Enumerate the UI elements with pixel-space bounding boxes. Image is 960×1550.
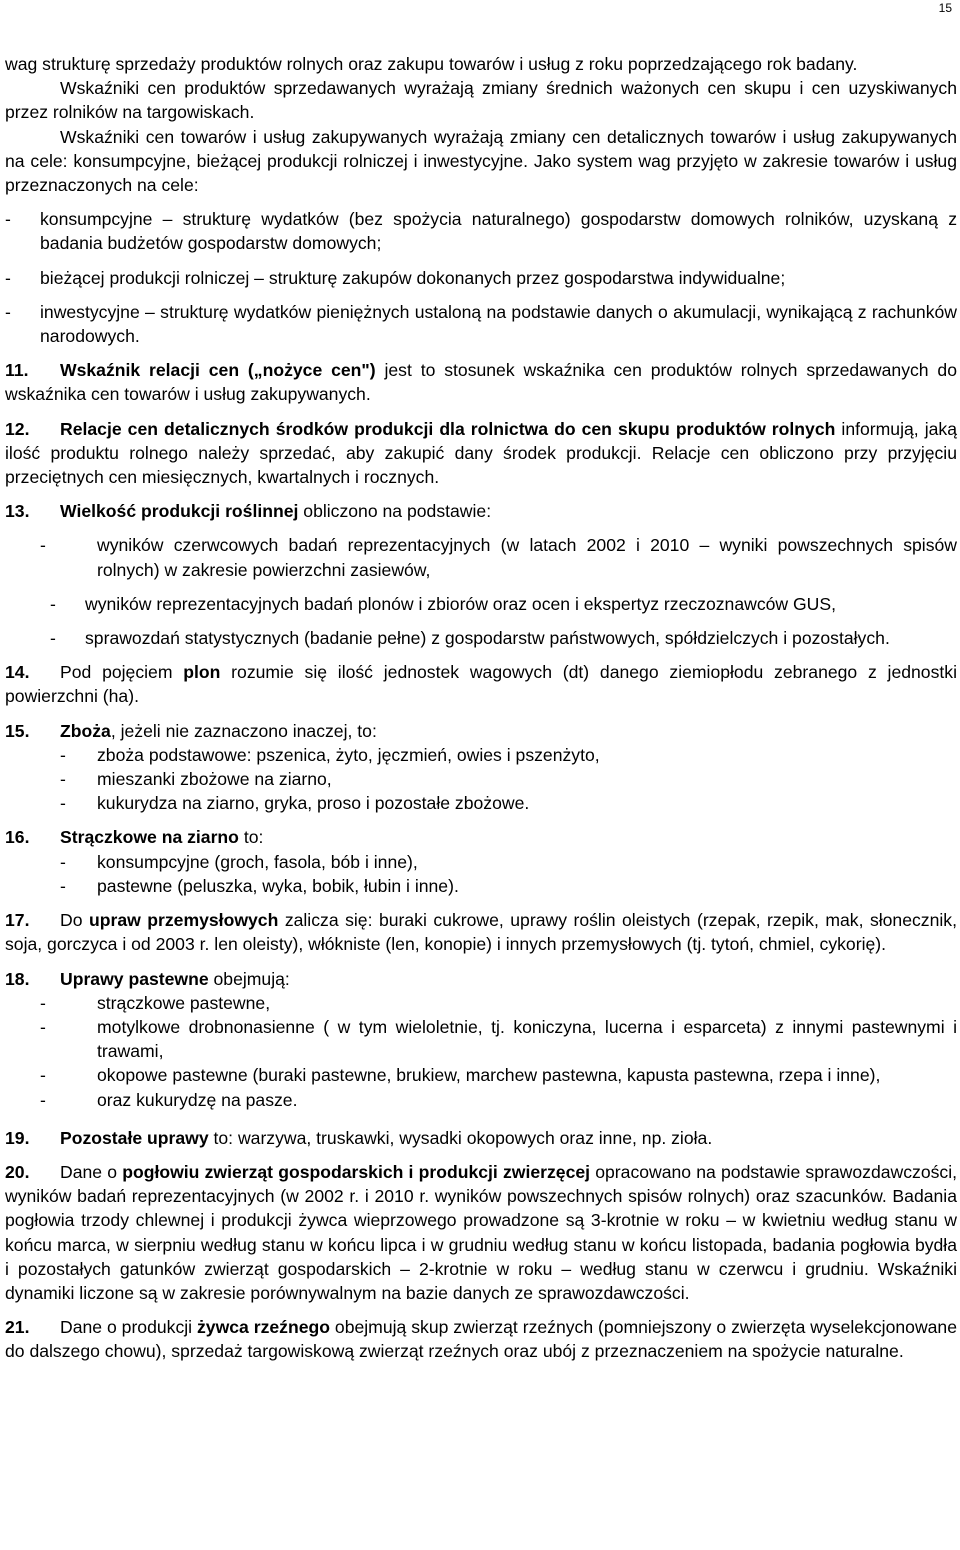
list-item: - bieżącej produkcji rolniczej – strukturę zakupów dokonanych przez gospodarstwa indywidualne; bbox=[5, 267, 786, 288]
section-11: 11. Wskaźnik relacji cen („nożyce cen") jest to stosunek wskaźnika cen produktów rolnych sprzedawanych do wskaźnika cen towarów i usług zakupywanych. bbox=[5, 360, 957, 405]
section-20: 20. Dane o pogłowiu zwierząt gospodarskich i produkcji zwierzęcej opracowano na podstawie sprawozdawczości, wyników badań reprezentacyjnych (w 2002 r. i 2010 r. wyników powszechnych spisów rolnych) oraz szacunków. Badania pogłowia trzody chlewnej i produkcji żywca wieprzowego prowadzone są 3-krotnie w roku – w kwietniu według stanu w końcu marca, w sierpniu według stanu w końcu lipca i w grudniu według stanu w końcu listopada, badania pogłowia bydła i pozostałych gatunków zwierząt gospodarskich – 2-krotnie w roku – według stanu w czerwcu i grudniu. Wskaźniki dynamiki liczone są w zakresie porównywalnym na bazie danych ze sprawozdawczości. bbox=[5, 1161, 957, 1303]
list-item: - inwestycyjne – strukturę wydatków pieniężnych ustaloną na podstawie danych o akumulacji, wynikającą z rachunków narodowych. bbox=[5, 301, 957, 347]
section-19: 19. Pozostałe uprawy to: warzywa, truskawki, wysadki okopowych oraz inne, np. zioła. bbox=[5, 1127, 713, 1148]
list-item: - oraz kukurydzę na pasze. bbox=[40, 1089, 298, 1110]
page-number: 15 bbox=[938, 1, 952, 15]
list-item: - sprawozdań statystycznych (badanie pełne) z gospodarstw państwowych, spółdzielczych i pozostałych. bbox=[50, 628, 890, 649]
list-item: - motylkowe drobnonasienne ( w tym wieloletnie, tj. koniczyna, lucerna i esparceta) z innymi pastewnymi i trawami, bbox=[40, 1016, 957, 1062]
list-item: - mieszanki zbożowe na ziarno, bbox=[60, 769, 332, 790]
section-15: 15. Zboża, jeżeli nie zaznaczono inaczej, to: bbox=[5, 720, 377, 741]
document-body bbox=[5, 52, 957, 1364]
paragraph-intro-1: wag strukturę sprzedaży produktów rolnych oraz zakupu towarów i usług z roku poprzedzającego rok badany. bbox=[5, 54, 858, 74]
paragraph-intro-2: Wskaźniki cen produktów sprzedawanych wyrażają zmiany średnich ważonych cen skupu i cen uzyskiwanych przez rolników na targowiskach. bbox=[5, 78, 957, 123]
section-14: 14. Pod pojęciem plon rozumie się ilość jednostek wagowych (dt) danego ziemiopłodu zebranego z jednostki powierzchni (ha). bbox=[5, 662, 957, 707]
section-16: 16. Strączkowe na ziarno to: bbox=[5, 827, 264, 848]
list-item: - strączkowe pastewne, bbox=[40, 992, 271, 1013]
section-17: 17. Do upraw przemysłowych zalicza się: buraki cukrowe, uprawy roślin oleistych (rzepak, rzepik, mak, słonecznik, soja, gorczyca i od 2003 r. len oleisty), włókniste (len, konopie) i innych przemysłowych (tj. tytoń, chmiel, cykorię). bbox=[5, 910, 957, 955]
list-item: - wyników reprezentacyjnych badań plonów i zbiorów oraz ocen i ekspertyz rzeczoznawców GUS, bbox=[50, 593, 837, 614]
paragraph-intro-3: Wskaźniki cen towarów i usług zakupywanych wyrażają zmiany cen detalicznych towarów i usług zakupywanych na cele: konsumpcyjne, bieżącej produkcji rolniczej i inwestycyjne. Jako system wag przyjęto w zakresie towarów i usług przeznaczonych na cele: bbox=[5, 126, 957, 196]
list-item: - kukurydza na ziarno, gryka, proso i pozostałe zbożowe. bbox=[60, 793, 530, 814]
list-item: - konsumpcyjne (groch, fasola, bób i inne), bbox=[60, 851, 418, 872]
list-item: - pastewne (peluszka, wyka, bobik, łubin i inne). bbox=[60, 875, 459, 896]
section-18: 18. Uprawy pastewne obejmują: bbox=[5, 968, 290, 989]
list-item: - konsumpcyjne – strukturę wydatków (bez spożycia naturalnego) gospodarstw domowych rolników, uzyskaną z badania budżetów gospodarstw domowych; bbox=[5, 209, 957, 254]
list-item: - wyników czerwcowych badań reprezentacyjnych (w latach 2002 i 2010 – wyniki powszechnych spisów rolnych) w zakresie powierzchni zasiewów, bbox=[40, 535, 957, 580]
list-item: - zboża podstawowe: pszenica, żyto, jęczmień, owies i pszenżyto, bbox=[60, 744, 600, 765]
list-item: - okopowe pastewne (buraki pastewne, brukiew, marchew pastewna, kapusta pastewna, rzepa i inne), bbox=[40, 1065, 881, 1086]
section-21: 21. Dane o produkcji żywca rzeźnego obejmują skup zwierząt rzeźnych (pomniejszony o zwierzęta wyselekcjonowane do dalszego chowu), sprzedaż targowiskową zwierząt rzeźnych oraz ubój z przeznaczeniem na spożycie naturalne. bbox=[5, 1317, 957, 1362]
section-12: 12. Relacje cen detalicznych środków produkcji dla rolnictwa do cen skupu produktów rolnych informują, jaką ilość produktu rolnego należy sprzedać, aby zakupić dany środek produkcji. Relacje cen obliczono przy przyjęciu przeciętnych cen miesięcznych, kwartalnych i rocznych. bbox=[5, 418, 957, 488]
section-13: 13. Wielkość produkcji roślinnej obliczono na podstawie: bbox=[5, 501, 492, 522]
